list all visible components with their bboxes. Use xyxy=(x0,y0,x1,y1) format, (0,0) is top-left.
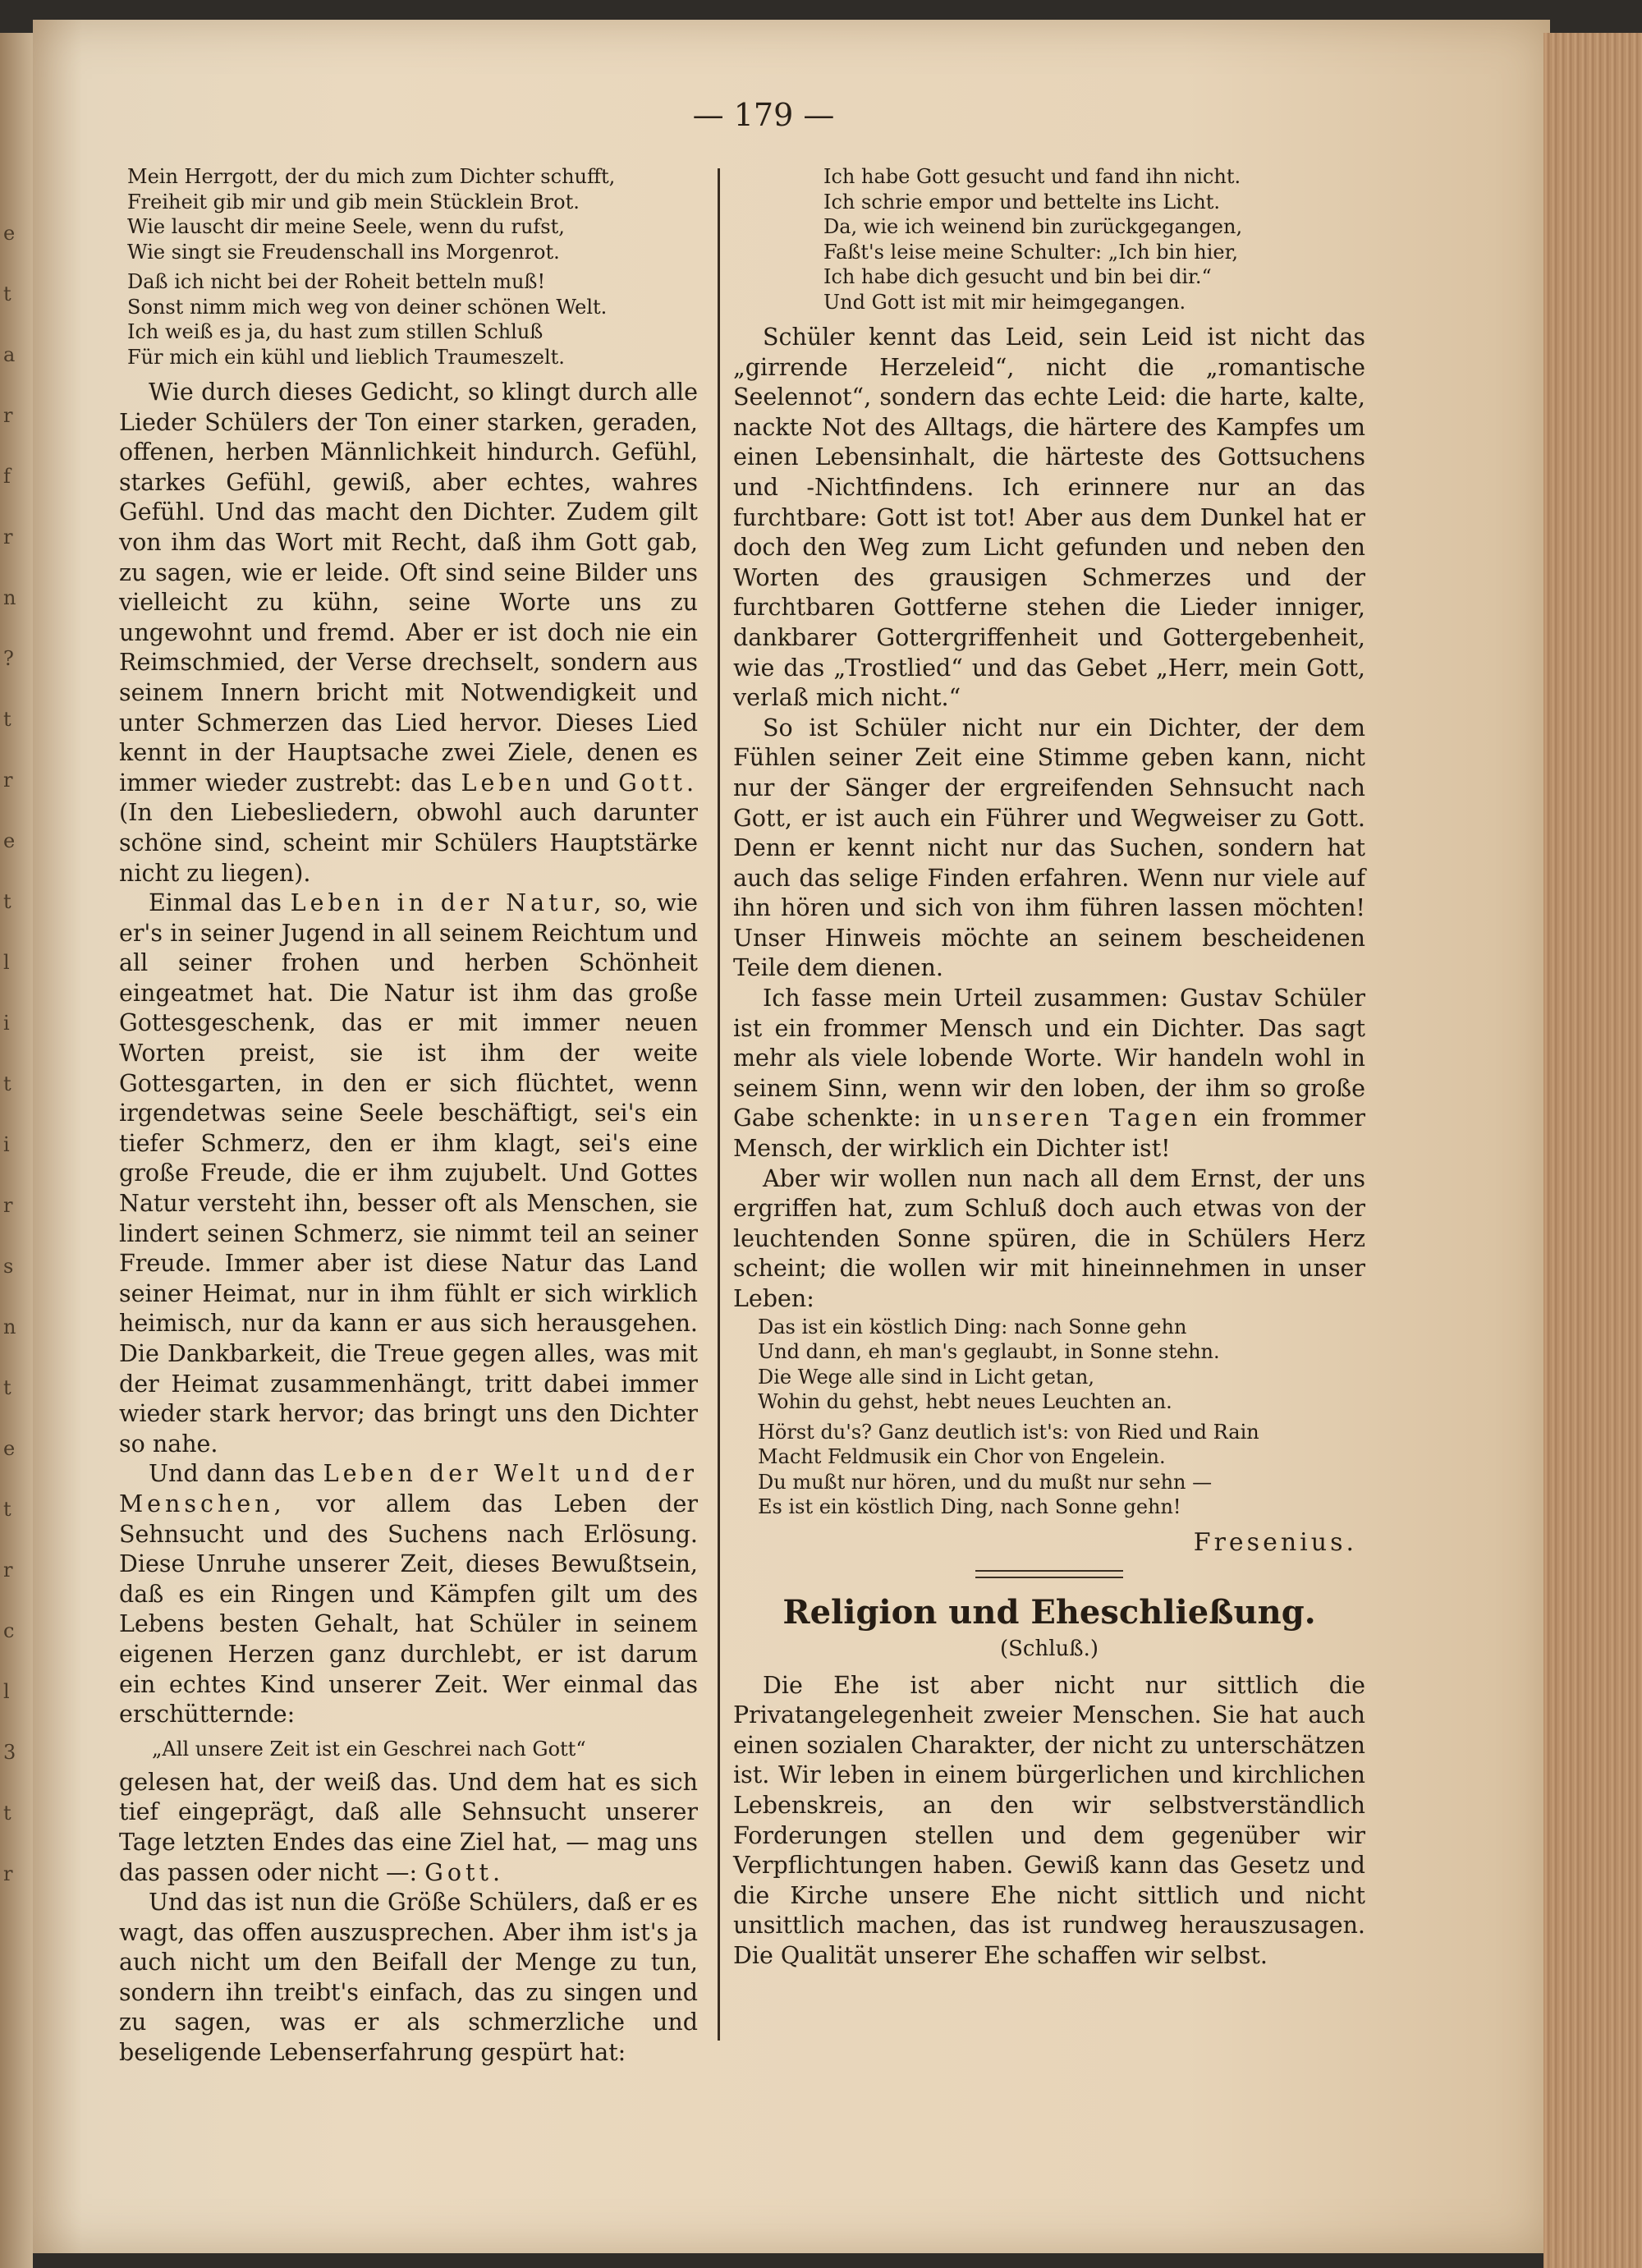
previous-page-letter: e xyxy=(3,829,16,852)
previous-page-letter: l xyxy=(3,951,10,974)
poem-line: Ich schrie empor und bettelte ins Licht. xyxy=(823,190,1221,213)
page-stack-edge xyxy=(1543,33,1642,2268)
paragraph: Aber wir wollen nun nach all dem Ernst, der uns ergriffen hat, zum Schluß doch auch etwas von der leuchtenden Sonne spüren, die in Schülers Herz scheint; die wollen wir mit hineinnehmen in unser Leben: xyxy=(733,1164,1365,1312)
left-column xyxy=(119,164,698,2068)
column-divider xyxy=(718,168,720,2041)
paragraph: Schüler kennt das Leid, sein Leid ist nicht das „girrende Herzeleid“, nicht die „romantische Seelennot“, sondern das echte Leid: die harte, kalte, nackte Not des Alltags, die härtere des Kampfes um einen Lebensinhalt, die härteste des Gottsuchens und -Nichtfindens. Ich erinnere nur an das furchtbare: Gott ist tot! Aber aus dem Dunkel hat er doch den Weg zum Licht gefunden und neben den Worten des grausigen Schmerzes und der furchtbaren Gottferne stehen die Lieder inniger, dankbarer Gottergriffenheit und Gottergebenheit, wie das „Trostlied“ und das Gebet „Herr, mein Gott, verlaß mich nicht.“ xyxy=(733,324,1365,712)
poem-line: Wie singt sie Freudenschall ins Morgenrot. xyxy=(127,240,560,264)
previous-page-letter: 3 xyxy=(3,1741,16,1764)
poem-gott-gesucht xyxy=(733,164,1365,314)
article-subtitle: (Schluß.) xyxy=(999,1636,1099,1661)
paragraph: Einmal das Leben in der Natur, so, wie er's in seiner Jugend in all seinem Reichtum und all seiner frohen und herben Schönheit eingeatmet hat. Die Natur ist ihm das große Gottesgeschenk, das er mit immer neuen Worten preist, sie ist ihm der weite Gottesgarten, in den er sich flüchtet, wenn irgendetwas seine Seele beschäftigt, sei's ein tiefer Schmerz, den er ihm klagt, sei's eine große Freude, die er ihm zujubelt. Und Gottes Natur versteht ihn, besser oft als Menschen, sie lindert seinen Schmerz, sie nimmt teil an seiner Freude. Immer aber ist diese Natur das Land seiner Heimat, nur in ihm fühlt er sich wirklich heimisch, nur da kann er aus sich herausgehen. Die Dankbarkeit, die Treue gegen alles, was mit der Heimat zusammenhängt, tritt dabei immer wieder stark hervor; das bringt uns den Dichter so nahe. xyxy=(119,889,699,1458)
poem-line: Wie lauscht dir meine Seele, wenn du rufst, xyxy=(127,215,565,238)
previous-page-letter: t xyxy=(3,1802,11,1825)
previous-page-letter: t xyxy=(3,708,11,731)
poem-line: Freiheit gib mir und gib mein Stücklein Brot. xyxy=(127,190,580,213)
previous-page-letter: t xyxy=(3,1498,11,1521)
previous-page-letter: n xyxy=(3,1315,16,1338)
previous-page-letter: t xyxy=(3,1376,11,1399)
right-column xyxy=(733,164,1365,1972)
previous-page-letter: t xyxy=(3,1072,11,1095)
poem-line: Mein Herrgott, der du mich zum Dichter schufft, xyxy=(127,165,616,188)
author-signature: Fresenius. xyxy=(1193,1527,1357,1557)
poem-line: Sonst nimm mich weg von deiner schönen Welt. xyxy=(127,295,608,319)
previous-page-letter: e xyxy=(3,1437,16,1460)
paragraph: Und dann das Leben der Welt und der Menschen, vor allem das Leben der Sehnsucht und des Suchens nach Erlösung. Diese Unruhe unserer Zeit, dieses Bewußtsein, daß es ein Ringen und Kämpfen gilt um des Lebens besten Gehalt, hat Schüler in seinem eigenen Herzen ganz durchlebt, er ist darum ein echtes Kind unserer Zeit. Wer einmal das erschütternde: xyxy=(119,1460,698,1729)
previous-page-letter: f xyxy=(3,465,11,488)
previous-page-letter: r xyxy=(3,404,13,427)
poem-line: Daß ich nicht bei der Roheit betteln muß! xyxy=(127,270,546,293)
previous-page-letter: r xyxy=(3,769,13,792)
previous-page-edge xyxy=(0,33,33,2268)
previous-page-letter: r xyxy=(3,526,13,549)
poem-sonne xyxy=(733,1315,1365,1520)
previous-page-letter: i xyxy=(3,1012,10,1035)
previous-page-letter: e xyxy=(3,222,16,245)
poem-line: Ich habe Gott gesucht und fand ihn nicht. xyxy=(823,165,1241,188)
poem-line: Und dann, eh man's geglaubt, in Sonne stehn. xyxy=(758,1340,1220,1364)
previous-page-letter: s xyxy=(3,1255,14,1278)
poem-line: Da, wie ich weinend bin zurückgegangen, xyxy=(823,215,1243,238)
poem-line: Hörst du's? Ganz deutlich ist's: von Ried und Rain xyxy=(758,1420,1259,1444)
previous-page-letter: r xyxy=(3,1862,13,1885)
poem-herrgott xyxy=(119,164,698,370)
poem-line: Faßt's leise meine Schulter: „Ich bin hier, xyxy=(823,240,1239,264)
paragraph: So ist Schüler nicht nur ein Dichter, der dem Fühlen seiner Zeit eine Stimme geben kann, nicht nur der Sänger der ergreifenden Sehnsucht nach Gott, er ist auch ein Führer und Wegweiser zu Gott. Denn er kennt nicht nur das Suchen, sondern hat auch das selige Finden erfahren. Wenn nur viele auf ihn hören und sich von ihm führen lassen möchten! Unser Hinweis möchte an seinem bescheidenen Teile dem dienen. xyxy=(733,714,1365,982)
previous-page-letter: r xyxy=(3,1194,13,1217)
paragraph: Die Ehe ist aber nicht nur sittlich die Privatangelegenheit zweier Menschen. Sie hat auch einen sozialen Charakter, der nicht zu unterschätzen ist. Wir leben in einem bürgerlichen und kirchlichen Lebenskreis, an den wir selbstverständlich Forderungen stellen und dem gegenüber wir Verpflichtungen haben. Gewiß kann das Gesetz und die Kirche unsere Ehe nicht sittlich und nicht unsittlich machen, das ist rundweg herauszusagen. Die Qualität unserer Ehe schaffen wir selbst. xyxy=(733,1671,1365,1969)
previous-page-letter: i xyxy=(3,1133,10,1156)
previous-page-letter: ? xyxy=(3,647,14,670)
previous-page-letter: t xyxy=(3,890,11,913)
paragraph: Ich fasse mein Urteil zusammen: Gustav Schüler ist ein frommer Mensch und ein Dichter. Das sagt mehr als viele lobende Worte. Wir handeln wohl in seinem Sinn, wenn wir den loben, der ihm so große Gabe schenkte: in unseren Tagen ein frommer Mensch, der wirklich ein Dichter ist! xyxy=(733,985,1365,1163)
previous-page-letter: r xyxy=(3,1559,13,1582)
poem-line: Für mich ein kühl und lieblich Traumeszelt. xyxy=(127,345,565,369)
previous-page-letter: l xyxy=(3,1680,10,1703)
previous-page-letter: c xyxy=(3,1619,15,1642)
quote-line: „All unsere Zeit ist ein Geschrei nach Gott“ xyxy=(152,1737,586,1761)
paragraph: gelesen hat, der weiß das. Und dem hat es sich tief eingeprägt, daß alle Sehnsucht unserer Tage letzten Endes das eine Ziel hat, — mag uns das passen oder nicht —: Gott. xyxy=(119,1768,698,1886)
section-divider xyxy=(975,1570,1123,1578)
previous-page-letter: n xyxy=(3,586,16,609)
poem-line: Die Wege alle sind in Licht getan, xyxy=(758,1365,1094,1389)
paragraph: Und das ist nun die Größe Schülers, daß er es wagt, das offen auszusprechen. Aber ihm ist's ja auch nicht um den Beifall der Menge zu tun, sondern ihn treibt's einfach, das zu singen und zu sagen, was er als schmerzliche und beseligende Lebenserfahrung gespürt hat: xyxy=(119,1889,698,2067)
poem-line: Macht Feldmusik ein Chor von Engelein. xyxy=(758,1445,1166,1469)
poem-line: Wohin du gehst, hebt neues Leuchten an. xyxy=(758,1390,1172,1414)
paragraph: Wie durch dieses Gedicht, so klingt durch alle Lieder Schülers der Ton einer starken, geraden, offenen, herben Männlichkeit hindurch. Gefühl, starkes Gefühl, gewiß, aber echtes, wahres Gefühl. Und das macht den Dichter. Zudem gilt von ihm das Wort mit Recht, daß ihm Gott gab, zu sagen, wie er leide. Oft sind seine Bilder uns vielleicht zu kühn, seine Worte uns zu ungewohnt und fremd. Aber er ist doch nie ein Reimschmied, der Verse drechselt, sondern aus seinem Innern bricht mit Notwendigkeit und unter Schmerzen das Lied hervor. Dieses Lied kennt in der Hauptsache zwei Ziele, denen es immer wieder zustrebt: das Leben und Gott. (In den Liebesliedern, obwohl auch darunter schöne sind, scheint mir Schülers Hauptstärke nicht zu liegen). xyxy=(119,379,699,887)
poem-line: Und Gott ist mit mir heimgegangen. xyxy=(823,290,1186,314)
previous-page-letter: t xyxy=(3,282,11,305)
poem-line: Es ist ein köstlich Ding, nach Sonne gehn! xyxy=(758,1495,1181,1519)
article-title: Religion und Eheschließung. xyxy=(782,1592,1316,1632)
poem-line: Ich weiß es ja, du hast zum stillen Schluß xyxy=(127,320,544,343)
poem-line: Ich habe dich gesucht und bin bei dir.“ xyxy=(823,265,1212,288)
page-number: — 179 — xyxy=(692,97,835,133)
poem-line: Du mußt nur hören, und du mußt nur sehn — xyxy=(758,1470,1213,1494)
previous-page-letter: a xyxy=(3,343,16,366)
poem-line: Das ist ein köstlich Ding: nach Sonne gehn xyxy=(758,1315,1187,1338)
